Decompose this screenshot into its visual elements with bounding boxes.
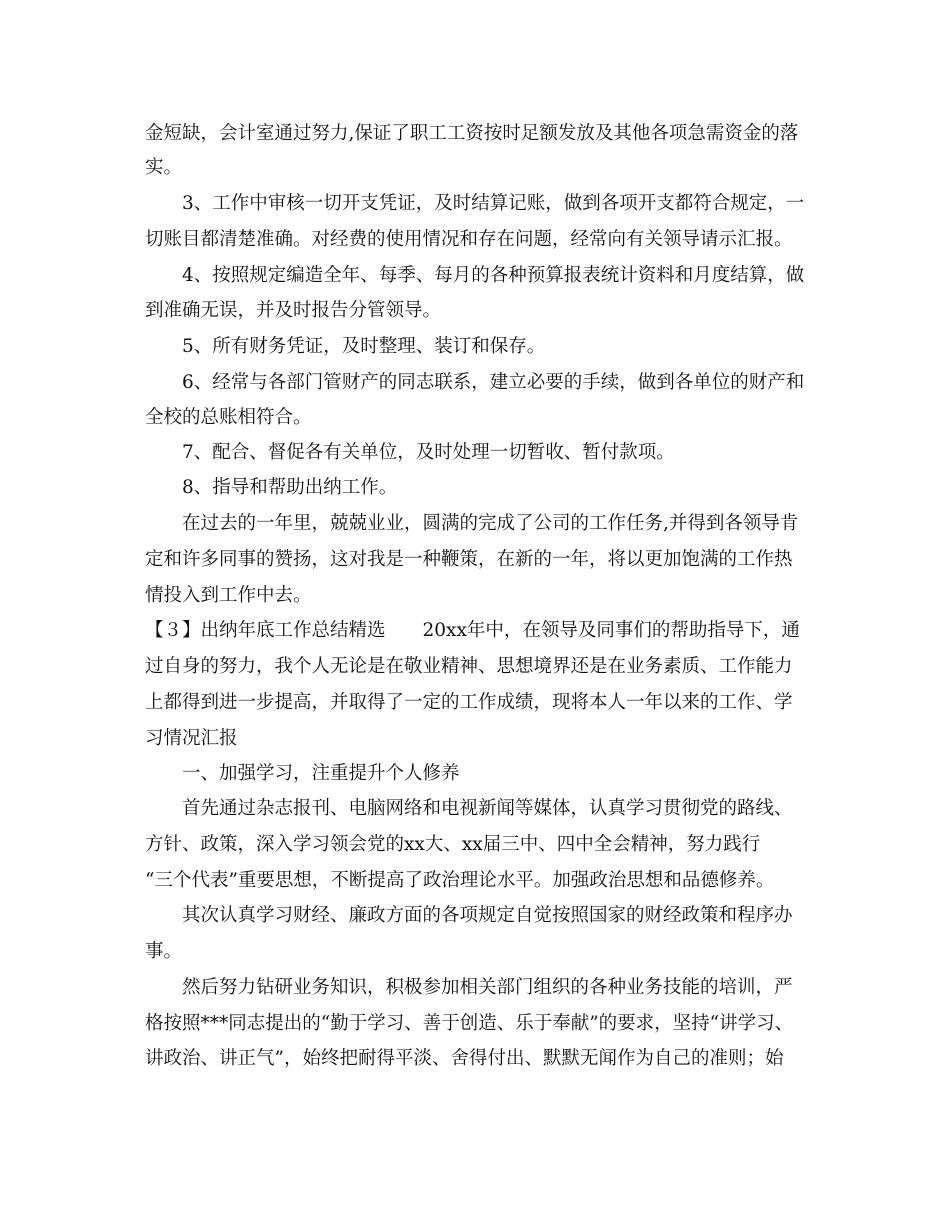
- text-line: 到准确无误，并及时报告分管领导。: [145, 300, 442, 321]
- text-line: 3、工作中审核一切开支凭证，及时结算记账，做到各项开支都符合规定，一: [182, 193, 805, 214]
- text-line: 情投入到工作中去。: [145, 585, 312, 606]
- text-line: 定和许多同事的赞扬，这对我是一种鞭策，在新的一年，将以更加饱满的工作热: [145, 549, 793, 570]
- text-line: 金短缺，会计室通过努力,保证了职工工资按时足额发放及其他各项急需资金的落: [145, 123, 799, 144]
- text-line: 7、配合、督促各有关单位，及时处理一切暂收、暂付款项。: [182, 442, 675, 463]
- text-line: 格按照***同志提出的“勤于学习、善于创造、乐于奉献”的要求，坚持“讲学习、: [145, 1013, 794, 1034]
- text-line: 事。: [145, 941, 183, 962]
- text-line: 4、按照规定编造全年、每季、每月的各种预算报表统计资料和月度结算，做: [182, 265, 805, 286]
- text-line: 讲政治、讲正气”，始终把耐得平淡、舍得付出、默默无闻作为自己的准则；始: [145, 1048, 784, 1069]
- text-line: 8、指导和帮助出纳工作。: [182, 477, 398, 498]
- text-line: 然后努力钻研业务知识，积极参加相关部门组织的各种业务技能的培训，严: [182, 977, 793, 998]
- text-line: 全校的总账相符合。: [145, 407, 312, 428]
- text-line: 过自身的努力，我个人无论是在敬业精神、思想境界还是在业务素质、工作能力: [145, 656, 793, 677]
- text-line: 6、经常与各部门管财产的同志联系，建立必要的手续，做到各单位的财产和: [182, 372, 805, 393]
- text-line: 上都得到进一步提高，并取得了一定的工作成绩，现将本人一年以来的工作、学: [145, 692, 793, 713]
- text-line: 切账目都清楚准确。对经费的使用情况和存在问题，经常向有关领导请示汇报。: [145, 229, 793, 250]
- text-line: “三个代表”重要思想，不断提高了政治理论水平。加强政治思想和品德修养。: [145, 870, 775, 891]
- text-line: 实。: [145, 157, 183, 178]
- text-line: 5、所有财务凭证，及时整理、装订和保存。: [182, 336, 546, 357]
- text-line: 方针、政策，深入学习领会党的xx大、xx届三中、四中全会精神，努力践行: [145, 834, 761, 855]
- text-line: 其次认真学习财经、廉政方面的各项规定自觉按照国家的财经政策和程序办: [182, 905, 793, 926]
- text-line: 习情况汇报: [145, 728, 238, 749]
- subheading-line: 一、加强学习，注重提升个人修养: [182, 763, 460, 784]
- text-line: 首先通过杂志报刊、电脑网络和电视新闻等媒体，认真学习贯彻党的路线、: [182, 798, 793, 819]
- text-line: 在过去的一年里，兢兢业业，圆满的完成了公司的工作任务,并得到各领导肯: [182, 513, 799, 534]
- section-heading-line: 【３】出纳年底工作总结精选 20xx年中，在领导及同事们的帮助指导下，通: [145, 620, 800, 641]
